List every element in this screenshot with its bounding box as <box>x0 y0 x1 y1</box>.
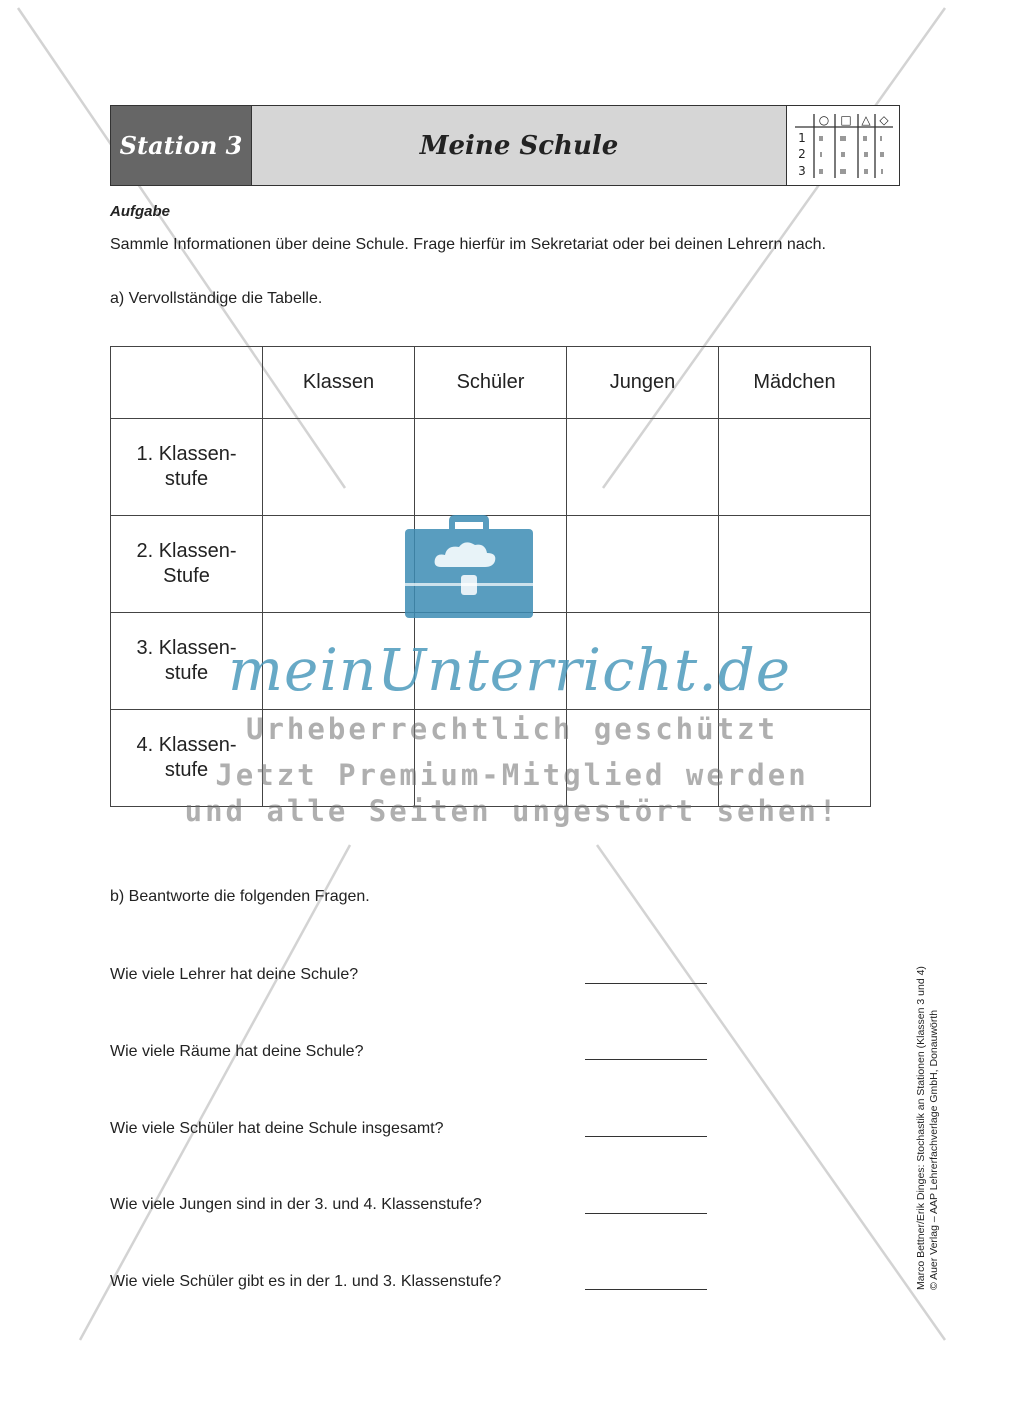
table-cell[interactable] <box>719 516 871 613</box>
column-header-klassen: Klassen <box>263 347 415 419</box>
tally-symbol: ◇ <box>879 113 889 127</box>
watermark-premium: Jetzt Premium-Mitglied werden <box>215 758 809 792</box>
table-cell[interactable] <box>263 516 415 613</box>
column-header-jungen: Jungen <box>567 347 719 419</box>
task-label: Aufgabe <box>110 203 170 220</box>
answer-line[interactable] <box>585 1289 707 1290</box>
watermark-copyright: Urheberrechtlich geschützt <box>246 712 778 746</box>
row-label: 1. Klassen- stufe <box>111 419 263 516</box>
row-label: 2. Klassen- Stufe <box>111 516 263 613</box>
part-b-instruction: b) Beantworte die folgenden Fragen. <box>110 888 370 905</box>
tally-row-number: 3 <box>798 164 806 178</box>
table-row <box>111 419 871 516</box>
publisher-credit: Marco Bettner/Erik Dinges: Stochastik an Stationen (Klassen 3 und 4) © Auer Verlag – AAP Lehrerfachverlage GmbH, Donauwörth <box>915 966 940 1290</box>
page-title: Meine Schule <box>252 106 787 185</box>
tally-symbol: □ <box>840 113 852 127</box>
tally-symbol: ○ <box>818 113 830 127</box>
station-header <box>110 105 900 186</box>
row-label: 3. Klassen- stufe <box>111 613 263 710</box>
table-cell[interactable] <box>567 419 719 516</box>
answer-line[interactable] <box>585 1136 707 1137</box>
table-cell[interactable] <box>415 419 567 516</box>
tally-chart-icon <box>787 106 899 185</box>
question: Wie viele Jungen sind in der 3. und 4. Klassenstufe? <box>110 1196 482 1213</box>
watermark-unlock: und alle Seiten ungestört sehen! <box>184 794 840 828</box>
row-label: 4. Klassen- stufe <box>111 710 263 807</box>
answer-line[interactable] <box>585 1213 707 1214</box>
answer-line[interactable] <box>585 1059 707 1060</box>
column-header-schueler: Schüler <box>415 347 567 419</box>
tally-row-number: 1 <box>798 131 806 145</box>
question: Wie viele Schüler hat deine Schule insgesamt? <box>110 1120 444 1137</box>
question: Wie viele Schüler gibt es in der 1. und 3. Klassenstufe? <box>110 1273 502 1290</box>
table-cell[interactable] <box>263 419 415 516</box>
table-cell[interactable] <box>567 516 719 613</box>
answer-line[interactable] <box>585 983 707 984</box>
watermark-brand: meinUnterricht.de <box>228 636 792 704</box>
question: Wie viele Lehrer hat deine Schule? <box>110 966 359 983</box>
briefcase-cloud-icon <box>405 515 533 623</box>
question: Wie viele Räume hat deine Schule? <box>110 1043 364 1060</box>
tally-row-number: 2 <box>798 147 806 161</box>
column-header-empty <box>111 347 263 419</box>
station-label: Station 3 <box>111 106 252 185</box>
task-intro: Sammle Informationen über deine Schule. Frage hierfür im Sekretariat oder bei deinen Lehrern nach. <box>110 236 826 253</box>
part-a-instruction: a) Vervollständige die Tabelle. <box>110 290 323 307</box>
table-cell[interactable] <box>719 419 871 516</box>
table-header-row <box>111 347 871 419</box>
column-header-maedchen: Mädchen <box>719 347 871 419</box>
tally-symbol: △ <box>861 113 871 127</box>
